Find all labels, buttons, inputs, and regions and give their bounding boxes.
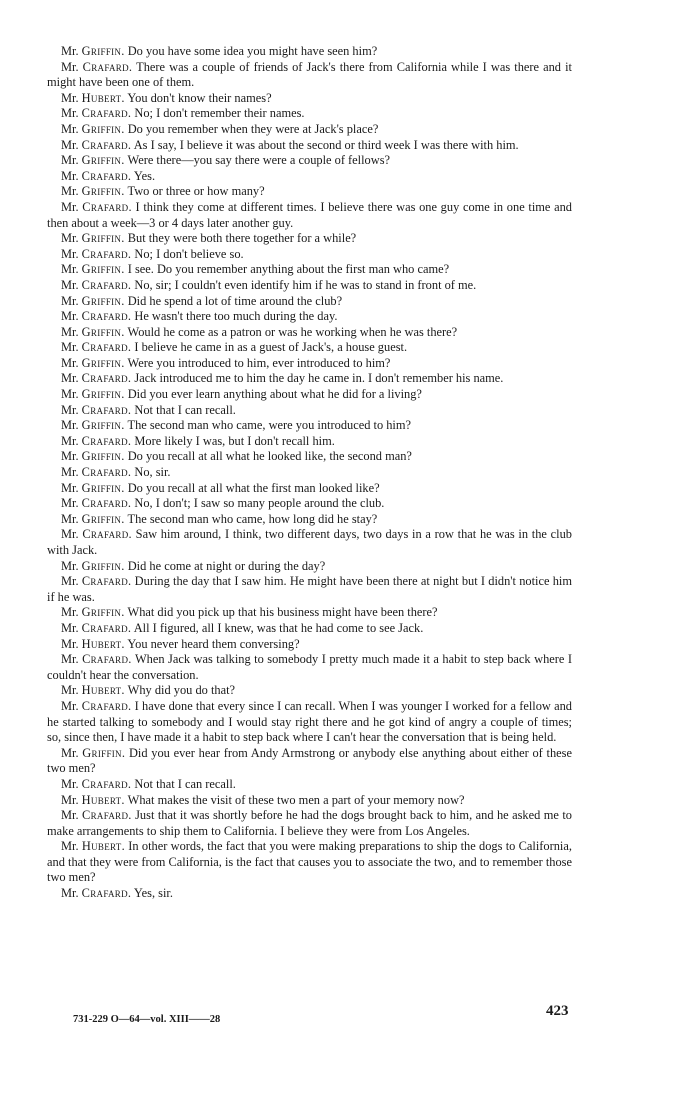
testimony-text: Just that it was shortly before he had the dogs brought back to him, and he asked me to make arrangements to ship them to California. I believe they were from Los Angeles. <box>47 808 573 838</box>
speaker-name: Crafard. <box>82 652 132 667</box>
testimony-text: No; I don't remember their names. <box>134 106 305 121</box>
speaker-name: Crafard. <box>82 527 132 542</box>
speaker-name: Crafard. <box>81 277 132 292</box>
speaker-name: Crafard. <box>81 371 132 386</box>
speaker-name: Hubert. <box>81 792 125 807</box>
speaker-title: Mr. <box>61 277 79 292</box>
testimony-paragraph <box>47 496 572 512</box>
testimony-paragraph <box>47 403 572 419</box>
speaker-name: Griffin. <box>81 418 125 433</box>
speaker-name: Crafard. <box>81 168 132 183</box>
testimony-paragraph <box>47 481 572 497</box>
testimony-text: He wasn't there too much during the day. <box>134 309 338 324</box>
testimony-paragraph <box>47 387 572 403</box>
speaker-title: Mr. <box>61 402 79 417</box>
speaker-title: Mr. <box>61 59 79 74</box>
speaker-name: Crafard. <box>81 433 132 448</box>
speaker-title: Mr. <box>61 652 79 667</box>
speaker-name: Griffin. <box>81 121 125 136</box>
speaker-name: Griffin. <box>81 480 125 495</box>
speaker-name: Hubert. <box>81 636 125 651</box>
testimony-paragraph <box>47 886 572 902</box>
speaker-name: Crafard. <box>81 465 132 480</box>
testimony-text: I believe he came in as a guest of Jack's, a house guest. <box>134 340 408 355</box>
speaker-title: Mr. <box>61 371 79 386</box>
testimony-paragraph <box>47 340 572 356</box>
speaker-title: Mr. <box>61 808 79 823</box>
speaker-name: Griffin. <box>82 745 126 760</box>
speaker-title: Mr. <box>61 199 79 214</box>
speaker-title: Mr. <box>61 839 79 854</box>
speaker-name: Hubert. <box>81 90 125 105</box>
testimony-text: No, I don't; I saw so many people around the club. <box>134 496 385 511</box>
testimony-text: I have done that every since I can recall. When I was younger I worked for a fellow and he started talking to somebody and I would stay right there and he got kind of angry a couple of times; so, since then, I have made it a habit to step back where I can't hear the conversation that is being held. <box>47 698 572 745</box>
testimony-text: No, sir; I couldn't even identify him if he was to stand in front of me. <box>134 277 477 292</box>
testimony-text: You never heard them conversing? <box>127 636 300 651</box>
print-code: 731-229 O—64—vol. XIII——28 <box>73 1014 221 1025</box>
testimony-text: The second man who came, how long did he stay? <box>127 511 378 526</box>
testimony-text: But they were both there together for a while? <box>127 231 357 246</box>
speaker-title: Mr. <box>61 137 79 152</box>
testimony-paragraph <box>47 777 572 793</box>
speaker-title: Mr. <box>61 418 79 433</box>
testimony-text: Two or three or how many? <box>127 184 265 199</box>
testimony-paragraph <box>47 605 572 621</box>
speaker-name: Crafard. <box>81 620 132 635</box>
speaker-title: Mr. <box>61 387 79 402</box>
speaker-title: Mr. <box>61 293 79 308</box>
speaker-name: Crafard. <box>82 59 133 74</box>
testimony-paragraph <box>47 325 572 341</box>
speaker-name: Crafard. <box>81 309 132 324</box>
testimony-paragraph <box>47 356 572 372</box>
speaker-name: Griffin. <box>81 558 125 573</box>
speaker-title: Mr. <box>61 558 79 573</box>
speaker-name: Crafard. <box>81 340 132 355</box>
testimony-paragraph <box>47 169 572 185</box>
testimony-text: Did you ever hear from Andy Armstrong or anybody else anything about either of these two men? <box>47 745 572 776</box>
testimony-text: The second man who came, were you introduced to him? <box>127 418 412 433</box>
speaker-title: Mr. <box>61 355 79 370</box>
testimony-text: I think they come at different times. I believe there was one guy come in one time and then about a week—3 or 4 days later another guy. <box>47 199 572 230</box>
testimony-text: Not that I can recall. <box>134 402 236 417</box>
testimony-text: Why did you do that? <box>127 683 236 698</box>
testimony-paragraph <box>47 200 572 231</box>
speaker-name: Hubert. <box>81 683 125 698</box>
testimony-paragraph <box>47 106 572 122</box>
speaker-name: Griffin. <box>81 153 125 168</box>
speaker-name: Crafard. <box>82 199 132 214</box>
speaker-title: Mr. <box>61 636 79 651</box>
speaker-title: Mr. <box>61 792 79 807</box>
speaker-name: Griffin. <box>81 387 125 402</box>
testimony-text: During the day that I saw him. He might have been there at night but I didn't notice him if he was. <box>47 574 572 604</box>
speaker-name: Crafard. <box>81 402 132 417</box>
speaker-title: Mr. <box>61 246 79 261</box>
testimony-paragraph <box>47 449 572 465</box>
speaker-title: Mr. <box>61 44 79 58</box>
speaker-title: Mr. <box>61 433 79 448</box>
testimony-paragraph <box>47 621 572 637</box>
speaker-title: Mr. <box>61 511 79 526</box>
testimony-text: Do you remember when they were at Jack's place? <box>127 121 379 136</box>
speaker-title: Mr. <box>61 324 79 339</box>
testimony-paragraph <box>47 637 572 653</box>
speaker-title: Mr. <box>61 745 79 760</box>
testimony-paragraph <box>47 278 572 294</box>
speaker-name: Crafard. <box>81 698 132 713</box>
testimony-paragraph <box>47 91 572 107</box>
speaker-name: Griffin. <box>81 262 125 277</box>
speaker-title: Mr. <box>61 168 79 183</box>
testimony-paragraph <box>47 418 572 434</box>
speaker-name: Griffin. <box>81 44 125 58</box>
speaker-name: Griffin. <box>81 355 125 370</box>
testimony-text: When Jack was talking to somebody I pretty much made it a habit to step back where I couldn't hear the conversation. <box>47 652 572 682</box>
testimony-paragraph <box>47 371 572 387</box>
testimony-paragraph <box>47 434 572 450</box>
testimony-text: No; I don't believe so. <box>134 246 244 261</box>
speaker-title: Mr. <box>61 698 79 713</box>
speaker-name: Crafard. <box>81 776 132 791</box>
testimony-paragraph <box>47 746 572 777</box>
speaker-title: Mr. <box>61 106 79 121</box>
speaker-name: Crafard. <box>81 137 132 152</box>
testimony-text: All I figured, all I knew, was that he had come to see Jack. <box>133 620 424 635</box>
testimony-paragraph <box>47 574 572 605</box>
testimony-text: What makes the visit of these two men a part of your memory now? <box>127 792 465 807</box>
speaker-name: Griffin. <box>81 231 125 246</box>
speaker-title: Mr. <box>61 620 79 635</box>
speaker-name: Crafard. <box>81 886 132 901</box>
testimony-paragraph <box>47 699 572 746</box>
speaker-title: Mr. <box>61 605 79 620</box>
testimony-text: Do you have some idea you might have seen him? <box>127 44 378 58</box>
testimony-text: More likely I was, but I don't recall him. <box>134 433 335 448</box>
testimony-paragraph <box>47 559 572 575</box>
testimony-text: No, sir. <box>134 465 171 480</box>
testimony-text: There was a couple of friends of Jack's there from California while I was there and it might have been one of them. <box>47 59 572 90</box>
speaker-title: Mr. <box>61 527 79 542</box>
testimony-paragraph <box>47 652 572 683</box>
testimony-paragraph <box>47 808 572 839</box>
speaker-title: Mr. <box>61 480 79 495</box>
speaker-title: Mr. <box>61 153 79 168</box>
speaker-name: Crafard. <box>81 496 132 511</box>
testimony-paragraph <box>47 247 572 263</box>
speaker-name: Hubert. <box>81 839 125 854</box>
testimony-paragraph <box>47 153 572 169</box>
testimony-paragraph <box>47 793 572 809</box>
page-number: 423 <box>546 1003 569 1019</box>
testimony-paragraph <box>47 309 572 325</box>
speaker-title: Mr. <box>61 90 79 105</box>
speaker-name: Griffin. <box>81 184 125 199</box>
testimony-text: What did you pick up that his business might have been there? <box>127 605 438 620</box>
testimony-paragraph <box>47 60 572 91</box>
speaker-name: Griffin. <box>81 449 125 464</box>
speaker-name: Griffin. <box>81 605 125 620</box>
testimony-paragraph <box>47 839 572 886</box>
testimony-text: Yes. <box>133 168 156 183</box>
testimony-paragraph <box>47 262 572 278</box>
testimony-paragraph <box>47 294 572 310</box>
testimony-text: Yes, sir. <box>133 886 173 901</box>
testimony-paragraph <box>47 184 572 200</box>
testimony-text: You don't know their names? <box>127 90 272 105</box>
speaker-title: Mr. <box>61 449 79 464</box>
speaker-title: Mr. <box>61 683 79 698</box>
speaker-title: Mr. <box>61 309 79 324</box>
testimony-text: Not that I can recall. <box>134 776 236 791</box>
testimony-paragraph <box>47 138 572 154</box>
speaker-title: Mr. <box>61 496 79 511</box>
testimony-text: Did he come at night or during the day? <box>127 558 326 573</box>
testimony-text: Jack introduced me to him the day he came in. I don't remember his name. <box>134 371 504 386</box>
speaker-name: Griffin. <box>81 293 125 308</box>
speaker-title: Mr. <box>61 184 79 199</box>
speaker-name: Crafard. <box>81 106 132 121</box>
speaker-title: Mr. <box>61 465 79 480</box>
testimony-text: In other words, the fact that you were making preparations to ship the dogs to California, and that they were from California, is the fact that causes you to associate the two, and to remember those two men? <box>47 839 572 885</box>
testimony-paragraph <box>47 231 572 247</box>
speaker-title: Mr. <box>61 231 79 246</box>
testimony-text: Were you introduced to him, ever introduced to him? <box>127 355 391 370</box>
testimony-body <box>47 44 572 902</box>
testimony-text: Did you ever learn anything about what he did for a living? <box>127 387 422 402</box>
testimony-paragraph <box>47 683 572 699</box>
speaker-name: Griffin. <box>81 324 125 339</box>
testimony-text: Did he spend a lot of time around the club? <box>127 293 343 308</box>
speaker-name: Griffin. <box>81 511 125 526</box>
speaker-name: Crafard. <box>82 808 132 823</box>
testimony-paragraph <box>47 512 572 528</box>
testimony-paragraph <box>47 122 572 138</box>
testimony-text: Do you recall at all what the first man looked like? <box>127 480 380 495</box>
speaker-name: Crafard. <box>81 574 132 589</box>
speaker-name: Crafard. <box>81 246 132 261</box>
testimony-text: Saw him around, I think, two different days, two days in a row that he was in the club with Jack. <box>47 527 572 557</box>
speaker-title: Mr. <box>61 340 79 355</box>
testimony-paragraph <box>47 465 572 481</box>
speaker-title: Mr. <box>61 262 79 277</box>
speaker-title: Mr. <box>61 886 79 901</box>
testimony-text: Do you recall at all what he looked like, the second man? <box>127 449 412 464</box>
speaker-title: Mr. <box>61 574 79 589</box>
testimony-text: Were there—you say there were a couple of fellows? <box>127 153 391 168</box>
speaker-title: Mr. <box>61 776 79 791</box>
speaker-title: Mr. <box>61 121 79 136</box>
testimony-text: Would he come as a patron or was he working when he was there? <box>127 324 458 339</box>
testimony-text: As I say, I believe it was about the second or third week I was there with him. <box>133 137 519 152</box>
testimony-paragraph <box>47 527 572 558</box>
testimony-paragraph <box>47 44 572 60</box>
testimony-text: I see. Do you remember anything about the first man who came? <box>127 262 450 277</box>
